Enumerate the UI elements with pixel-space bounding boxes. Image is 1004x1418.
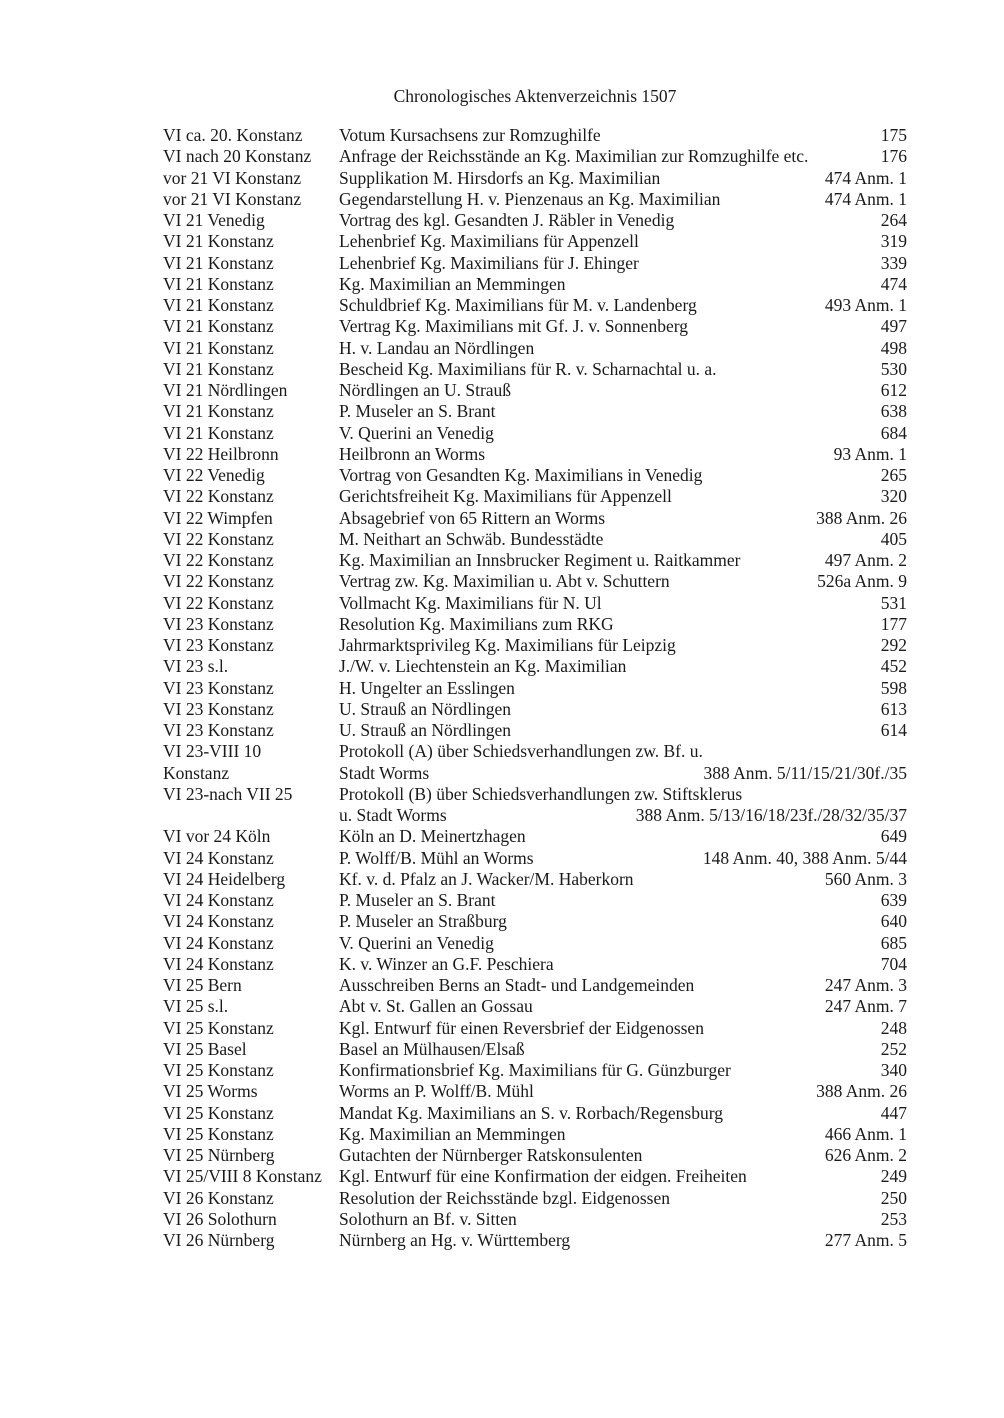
entry-reference: 388 Anm. 26 <box>816 1081 907 1102</box>
list-item <box>163 189 907 210</box>
entry-description: P. Museler an Straßburg <box>339 911 507 932</box>
entry-reference: 531 <box>880 592 907 613</box>
entry-date: VI 23 Konstanz <box>163 720 274 740</box>
entry-description: V. Querini an Venedig <box>339 932 494 953</box>
list-item <box>163 1209 907 1230</box>
entry-reference: 497 Anm. 2 <box>824 550 907 570</box>
entry-reference: 388 Anm. 5/11/15/21/30f./35 <box>703 762 907 783</box>
entry-description: u. Stadt Worms <box>339 805 447 825</box>
entry-date: VI 25 Konstanz <box>163 1017 274 1038</box>
entry-description: Heilbronn an Worms <box>339 443 486 464</box>
entry-description: Vertrag Kg. Maximilians mit Gf. J. v. Sonnenberg <box>339 316 688 337</box>
list-item <box>163 253 907 274</box>
list-item <box>163 231 907 252</box>
entry-description: Vortrag des kgl. Gesandten J. Räbler in Venedig <box>339 210 675 230</box>
list-item <box>163 593 907 614</box>
entry-reference: 474 <box>880 273 907 294</box>
list-item <box>163 508 907 529</box>
list-item <box>163 996 907 1017</box>
entry-date: VI 21 Konstanz <box>163 422 274 443</box>
entry-reference: 320 <box>880 486 907 507</box>
entry-reference: 250 <box>880 1187 907 1208</box>
entry-description: Vertrag zw. Kg. Maximilian u. Abt v. Schuttern <box>339 571 670 592</box>
list-item <box>163 975 907 996</box>
entry-date: VI 24 Konstanz <box>163 890 274 910</box>
list-item <box>163 784 907 805</box>
entry-description: H. v. Landau an Nördlingen <box>339 337 535 358</box>
entry-reference: 560 Anm. 3 <box>824 868 907 889</box>
entry-date: VI 21 Konstanz <box>163 295 274 315</box>
entry-description: V. Querini an Venedig <box>339 422 494 443</box>
entry-description: Vollmacht Kg. Maximilians für N. Ul <box>339 592 602 613</box>
entry-reference: 640 <box>880 911 907 932</box>
entry-reference: 497 <box>880 316 907 337</box>
entry-reference: 474 Anm. 1 <box>824 188 907 209</box>
entry-reference: 339 <box>880 252 907 273</box>
entry-description: Vortrag von Gesandten Kg. Maximilians in Venedig <box>339 465 703 485</box>
entry-reference: 319 <box>880 231 907 252</box>
entry-description: Worms an P. Wolff/B. Mühl <box>339 1081 534 1102</box>
entry-date: VI 24 Konstanz <box>163 953 274 974</box>
entry-description: Lehenbrief Kg. Maximilians für J. Ehinger <box>339 252 639 273</box>
entry-reference: 498 <box>880 337 907 358</box>
entry-date: VI vor 24 Köln <box>163 826 271 847</box>
list-item <box>163 763 907 784</box>
entry-description: Jahrmarktsprivileg Kg. Maximilians für Leipzig <box>339 635 676 655</box>
entry-description: P. Museler an S. Brant <box>339 401 496 422</box>
entry-reference: 388 Anm. 5/13/16/18/23f./28/32/35/37 <box>635 805 907 825</box>
entry-date: VI 25 Konstanz <box>163 1102 274 1123</box>
entry-description: U. Strauß an Nördlingen <box>339 698 512 719</box>
list-item <box>163 274 907 295</box>
entry-date: VI 23 s.l. <box>163 656 229 677</box>
entry-date: VI 25 Konstanz <box>163 1123 274 1144</box>
list-item <box>163 954 907 975</box>
entry-date: VI nach 20 Konstanz <box>163 146 312 167</box>
entry-date: VI 22 Heilbronn <box>163 443 279 464</box>
entry-date: VI 22 Konstanz <box>163 592 274 613</box>
entry-date: VI ca. 20. Konstanz <box>163 125 303 145</box>
list-item <box>163 826 907 847</box>
entry-description: Basel an Mülhausen/Elsaß <box>339 1038 525 1059</box>
entry-description: Kg. Maximilian an Innsbrucker Regiment u. Raitkammer <box>339 550 741 570</box>
list-item <box>163 699 907 720</box>
entry-reference: 148 Anm. 40, 388 Anm. 5/44 <box>702 847 907 868</box>
entry-description: M. Neithart an Schwäb. Bundesstädte <box>339 528 604 549</box>
entry-date: VI 23 Konstanz <box>163 613 274 634</box>
list-item <box>163 210 907 231</box>
list-item <box>163 678 907 699</box>
entry-date: VI 22 Konstanz <box>163 486 274 507</box>
entry-date: VI 21 Konstanz <box>163 337 274 358</box>
list-item <box>163 550 907 571</box>
entry-date: VI 25/VIII 8 Konstanz <box>163 1166 322 1187</box>
entry-reference: 247 Anm. 7 <box>824 996 907 1017</box>
list-item <box>163 1060 907 1081</box>
entry-reference: 177 <box>880 613 907 634</box>
entry-date: Konstanz <box>163 762 230 783</box>
entry-reference: 474 Anm. 1 <box>824 167 907 188</box>
entry-date: VI 25 Nürnberg <box>163 1145 275 1165</box>
entry-reference: 264 <box>880 210 907 230</box>
entry-description: Absagebrief von 65 Rittern an Worms <box>339 507 606 528</box>
list-item <box>163 423 907 444</box>
entry-date: VI 25 Bern <box>163 975 242 995</box>
entry-description: Kgl. Entwurf für einen Reversbrief der Eidgenossen <box>339 1017 704 1038</box>
entry-reference: 340 <box>880 1060 907 1080</box>
entry-reference: 649 <box>880 826 907 847</box>
entry-reference: 626 Anm. 2 <box>824 1145 907 1165</box>
entry-reference: 639 <box>880 890 907 910</box>
list-item <box>163 1145 907 1166</box>
list-item <box>163 465 907 486</box>
entry-description: Kf. v. d. Pfalz an J. Wacker/M. Haberkorn <box>339 868 634 889</box>
entry-reference: 704 <box>880 953 907 974</box>
list-item <box>163 720 907 741</box>
page-title: Chronologisches Aktenverzeichnis 1507 <box>393 86 677 106</box>
entry-date: VI 23-VIII 10 <box>163 741 262 762</box>
entry-reference: 614 <box>880 720 907 740</box>
list-item <box>163 614 907 635</box>
entry-reference: 253 <box>880 1208 907 1229</box>
list-item <box>163 741 907 762</box>
list-item <box>163 571 907 592</box>
entry-date: VI 21 Nördlingen <box>163 380 288 400</box>
entry-reference: 252 <box>880 1038 907 1059</box>
list-item <box>163 1166 907 1187</box>
entry-date: VI 24 Heidelberg <box>163 868 286 889</box>
list-item <box>163 401 907 422</box>
list-item <box>163 848 907 869</box>
entry-date: VI 25 s.l. <box>163 996 229 1017</box>
list-item <box>163 869 907 890</box>
entry-description: P. Wolff/B. Mühl an Worms <box>339 847 534 868</box>
list-item <box>163 125 907 146</box>
list-item <box>163 890 907 911</box>
entry-description: Solothurn an Bf. v. Sitten <box>339 1208 517 1229</box>
list-item <box>163 656 907 677</box>
entry-description: Resolution der Reichsstände bzgl. Eidgenossen <box>339 1187 670 1208</box>
entry-description: Votum Kursachsens zur Romzughilfe <box>339 125 601 145</box>
entry-date: VI 22 Konstanz <box>163 528 274 549</box>
entry-reference: 530 <box>880 358 907 379</box>
entry-reference: 175 <box>880 125 907 145</box>
entry-description: Anfrage der Reichsstände an Kg. Maximilian zur Romzughilfe etc. <box>339 146 809 167</box>
entry-description: Gerichtsfreiheit Kg. Maximilians für Appenzell <box>339 486 672 507</box>
entry-date: VI 24 Konstanz <box>163 911 274 932</box>
entry-description: Resolution Kg. Maximilians zum RKG <box>339 613 614 634</box>
entry-description: Ausschreiben Berns an Stadt- und Landgemeinden <box>339 975 695 995</box>
entry-description: Kg. Maximilian an Memmingen <box>339 1123 566 1144</box>
list-item <box>163 1018 907 1039</box>
entry-description: Stadt Worms <box>339 762 430 783</box>
entry-description: Nördlingen an U. Strauß <box>339 380 512 400</box>
entry-date: VI 25 Worms <box>163 1081 258 1102</box>
list-item <box>163 1124 907 1145</box>
list-item <box>163 529 907 550</box>
entry-date: VI 21 Konstanz <box>163 358 274 379</box>
list-item <box>163 338 907 359</box>
entry-date: VI 21 Konstanz <box>163 231 274 252</box>
list-item <box>163 316 907 337</box>
entry-description: Nürnberg an Hg. v. Württemberg <box>339 1230 571 1250</box>
entry-date: VI 23 Konstanz <box>163 677 274 698</box>
entry-reference: 452 <box>880 656 907 677</box>
entry-description: P. Museler an S. Brant <box>339 890 496 910</box>
entry-date: VI 26 Konstanz <box>163 1187 274 1208</box>
entry-description: Gegendarstellung H. v. Pienzenaus an Kg. Maximilian <box>339 188 721 209</box>
list-item <box>163 146 907 167</box>
entry-reference: 93 Anm. 1 <box>833 443 907 464</box>
entry-description: Protokoll (A) über Schiedsverhandlungen zw. Bf. u. <box>339 741 703 762</box>
entry-date: VI 21 Konstanz <box>163 316 274 337</box>
entry-description: Köln an D. Meinertzhagen <box>339 826 526 847</box>
entry-description: H. Ungelter an Esslingen <box>339 677 515 698</box>
entry-description: Kgl. Entwurf für eine Konfirmation der eidgen. Freiheiten <box>339 1166 747 1187</box>
entry-date: VI 22 Konstanz <box>163 571 274 592</box>
entry-reference: 466 Anm. 1 <box>824 1123 907 1144</box>
entry-description: Mandat Kg. Maximilians an S. v. Rorbach/Regensburg <box>339 1102 723 1123</box>
entry-description: K. v. Winzer an G.F. Peschiera <box>339 953 554 974</box>
entry-description: Kg. Maximilian an Memmingen <box>339 273 566 294</box>
entry-reference: 292 <box>880 635 907 655</box>
entry-date: VI 24 Konstanz <box>163 932 274 953</box>
entry-date: VI 21 Konstanz <box>163 401 274 422</box>
entry-list <box>163 125 907 1251</box>
list-item <box>163 444 907 465</box>
entry-reference: 247 Anm. 3 <box>824 975 907 995</box>
entry-reference: 493 Anm. 1 <box>824 295 907 315</box>
entry-description: Schuldbrief Kg. Maximilians für M. v. Landenberg <box>339 295 697 315</box>
entry-description: Bescheid Kg. Maximilians für R. v. Scharnachtal u. a. <box>339 358 717 379</box>
entry-reference: 249 <box>880 1166 907 1187</box>
entry-description: Protokoll (B) über Schiedsverhandlungen zw. Stiftsklerus <box>339 783 743 804</box>
entry-reference: 685 <box>880 932 907 953</box>
list-item <box>163 380 907 401</box>
entry-date: VI 21 Konstanz <box>163 273 274 294</box>
entry-date: VI 26 Solothurn <box>163 1208 277 1229</box>
list-item <box>163 1230 907 1251</box>
entry-reference: 638 <box>880 401 907 422</box>
entry-reference: 176 <box>880 146 907 167</box>
entry-description: Supplikation M. Hirsdorfs an Kg. Maximilian <box>339 167 661 188</box>
entry-reference: 684 <box>880 422 907 443</box>
entry-date: VI 23-nach VII 25 <box>163 783 293 804</box>
entry-description: J./W. v. Liechtenstein an Kg. Maximilian <box>339 656 627 677</box>
list-item <box>163 359 907 380</box>
entry-reference: 248 <box>880 1017 907 1038</box>
entry-reference: 277 Anm. 5 <box>824 1230 907 1250</box>
list-item <box>163 295 907 316</box>
entry-date: VI 23 Konstanz <box>163 698 274 719</box>
entry-description: Konfirmationsbrief Kg. Maximilians für G. Günzburger <box>339 1060 731 1080</box>
entry-reference: 405 <box>880 528 907 549</box>
entry-description: Gutachten der Nürnberger Ratskonsulenten <box>339 1145 643 1165</box>
entry-reference: 265 <box>880 465 907 485</box>
entry-date: vor 21 VI Konstanz <box>163 188 302 209</box>
entry-date: VI 22 Venedig <box>163 465 265 485</box>
entry-date: VI 25 Konstanz <box>163 1060 274 1080</box>
list-item <box>163 1081 907 1102</box>
list-item <box>163 168 907 189</box>
list-item <box>163 1039 907 1060</box>
entry-date: VI 22 Konstanz <box>163 550 274 570</box>
entry-date: VI 25 Basel <box>163 1038 247 1059</box>
list-item <box>163 1188 907 1209</box>
entry-date: vor 21 VI Konstanz <box>163 167 302 188</box>
entry-description: Lehenbrief Kg. Maximilians für Appenzell <box>339 231 639 252</box>
list-item <box>163 933 907 954</box>
entry-date: VI 21 Venedig <box>163 210 265 230</box>
list-item <box>163 911 907 932</box>
entry-date: VI 26 Nürnberg <box>163 1230 275 1250</box>
entry-date: VI 22 Wimpfen <box>163 507 273 528</box>
list-item <box>163 805 907 826</box>
list-item <box>163 1103 907 1124</box>
entry-reference: 447 <box>880 1102 907 1123</box>
entry-reference: 388 Anm. 26 <box>816 507 907 528</box>
entry-description: Abt v. St. Gallen an Gossau <box>339 996 533 1017</box>
entry-date: VI 23 Konstanz <box>163 635 274 655</box>
list-item <box>163 486 907 507</box>
entry-reference: 613 <box>880 698 907 719</box>
entry-reference: 612 <box>880 380 907 400</box>
entry-reference: 526a Anm. 9 <box>817 571 907 592</box>
entry-date: VI 24 Konstanz <box>163 847 274 868</box>
entry-reference: 598 <box>880 677 907 698</box>
entry-description: U. Strauß an Nördlingen <box>339 720 512 740</box>
list-item <box>163 635 907 656</box>
entry-date: VI 21 Konstanz <box>163 252 274 273</box>
